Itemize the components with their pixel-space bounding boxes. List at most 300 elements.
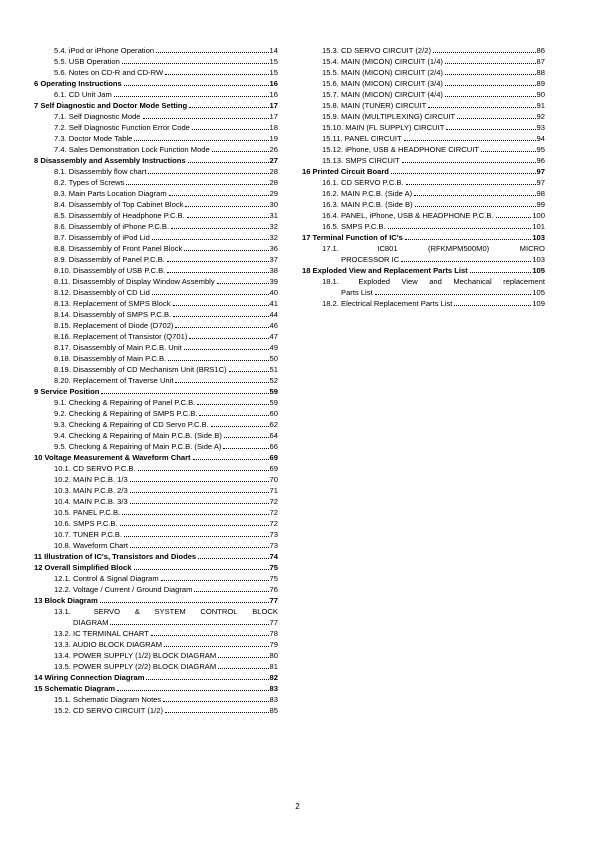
toc-entry-first-line [322,276,545,287]
toc-page-number: 28 [269,167,278,176]
toc-dot-leader [122,514,268,515]
toc-dot-leader [173,305,269,306]
toc-entry-word: IC801 [377,244,398,253]
toc-dot-leader [143,118,269,119]
toc-page-number: 60 [269,409,278,418]
toc-page-number: 98 [536,189,545,198]
toc-page-number: 18 [269,123,278,132]
toc-entry-title: 15.2. CD SERVO CIRCUIT (1/2) [54,706,164,715]
toc-entry-title: 8.14. Disassembly of SMPS P.C.B. [54,310,172,319]
toc-page-number: 59 [269,387,278,396]
toc-entry-title: 7 Self Diagnostic and Doctor Mode Setting [34,101,188,110]
toc-dot-leader [391,173,536,174]
toc-dot-leader [122,63,269,64]
toc-dot-leader [224,437,269,438]
toc-section-entry[interactable] [34,78,278,89]
toc-page-number: 93 [536,123,545,132]
toc-subsection-entry[interactable] [34,276,278,287]
toc-entry-number: 13.1. [54,607,71,616]
toc-page-number: 40 [269,288,278,297]
toc-subsection-entry[interactable] [34,573,278,584]
toc-entry-title: 11 Illustration of IC's, Transistors and Diodes [34,552,197,561]
toc-dot-leader [161,580,269,581]
toc-entry-title: 8.12. Disassembly of CD Lid [54,288,150,297]
toc-dot-leader [185,206,268,207]
toc-entry-title: 10.5. PANEL P.C.B. [54,508,121,517]
toc-subsection-entry[interactable] [34,375,278,386]
toc-dot-leader [124,536,268,537]
toc-entry-title: 16.1. CD SERVO P.C.B. [322,178,404,187]
toc-dot-leader [197,404,268,405]
toc-page-number: 69 [269,464,278,473]
toc-subsection-entry[interactable] [302,56,545,67]
toc-dot-leader [388,228,532,229]
toc-entry-continuation: Parts List [341,288,373,297]
toc-subsection-entry[interactable] [34,705,278,716]
toc-subsection-entry[interactable] [34,639,278,650]
toc-page-number: 81 [269,662,278,671]
toc-dot-leader [496,217,532,218]
toc-subsection-entry[interactable] [34,397,278,408]
toc-dot-leader [124,85,269,86]
toc-dot-leader [445,85,536,86]
toc-page-number: 89 [536,79,545,88]
toc-entry-title: 13.5. POWER SUPPLY (2/2) BLOCK DIAGRAM [54,662,217,671]
toc-subsection-entry[interactable] [34,529,278,540]
toc-dot-leader [414,195,535,196]
page-number: 2 [295,802,300,811]
toc-subsection-entry[interactable] [34,287,278,298]
toc-page-number: 72 [269,508,278,517]
toc-entry-title: 9.5. Checking & Repairing of Main P.C.B. (Side A) [54,442,222,451]
toc-section-entry[interactable] [302,232,545,243]
toc-entry-title: 15.5. MAIN (MICON) CIRCUIT (2/4) [322,68,443,77]
toc-dot-leader [100,602,269,603]
toc-dot-leader [184,250,268,251]
toc-subsection-entry[interactable] [34,188,278,199]
toc-entry-title: 6.1. CD Unit Jam [54,90,112,99]
toc-page-number: 73 [269,541,278,550]
toc-subsection-entry[interactable] [34,540,278,551]
toc-subsection-entry[interactable] [34,56,278,67]
toc-entry-title: 8.8. Disassembly of Front Panel Block [54,244,183,253]
toc-page-number: 15 [269,68,278,77]
toc-subsection-entry[interactable] [34,133,278,144]
toc-page-number: 70 [269,475,278,484]
toc-subsection-entry[interactable] [34,485,278,496]
toc-subsection-entry[interactable] [34,320,278,331]
toc-section-entry[interactable] [34,155,278,166]
toc-entry-title: 17 Terminal Function of IC's [302,233,403,242]
toc-subsection-entry[interactable] [34,166,278,177]
toc-entry-title: 9.1. Checking & Repairing of Panel P.C.B. [54,398,196,407]
toc-page-number: 47 [269,332,278,341]
toc-entry-title: 15.11. PANEL CIRCUIT [322,134,402,143]
toc-entry-title: 14 Wiring Connection Diagram [34,673,145,682]
toc-dot-leader [167,272,268,273]
toc-page-number: 99 [536,200,545,209]
toc-page-number: 30 [269,200,278,209]
toc-dot-leader [134,140,268,141]
toc-page-number: 27 [269,156,278,165]
toc-page-number: 17 [269,101,278,110]
toc-page-number: 64 [269,431,278,440]
toc-page-number: 74 [269,552,278,561]
toc-entry-title: 8.2. Types of Screws [54,178,125,187]
toc-entry-title: 8.6. Disassembly of iPhone P.C.B. [54,222,170,231]
toc-entry-title: 8.7. Disassembly of iPod Lid [54,233,150,242]
toc-entry-title: 9 Service Position [34,387,100,396]
toc-entry-first-line [54,606,278,617]
toc-subsection-entry[interactable] [34,122,278,133]
toc-subsection-entry[interactable] [302,78,545,89]
toc-dot-leader [130,481,269,482]
toc-page-number: 28 [269,178,278,187]
toc-subsection-entry[interactable] [34,419,278,430]
toc-page-number: 83 [269,695,278,704]
toc-entry-title: 10.4. MAIN P.C.B. 3/3 [54,497,128,506]
toc-dot-leader [101,393,268,394]
toc-page-number: 79 [269,640,278,649]
toc-entry-title: 10.3. MAIN P.C.B. 2/3 [54,486,128,495]
toc-entry-continuation: PROCESSOR IC [341,255,400,264]
toc-subsection-entry[interactable] [34,650,278,661]
toc-page-number: 41 [269,299,278,308]
toc-subsection-entry[interactable] [302,100,545,111]
toc-subsection-entry[interactable] [302,133,545,144]
toc-subsection-entry[interactable] [302,177,545,188]
toc-section-entry[interactable] [302,265,545,276]
toc-subsection-entry[interactable] [34,67,278,78]
toc-dot-leader [433,52,536,53]
toc-entry-title: 12 Overall Simplified Block [34,563,132,572]
toc-dot-leader [171,228,268,229]
toc-dot-leader [189,107,268,108]
toc-entry-title: 8.11. Disassembly of Display Window Assembly [54,277,215,286]
toc-subsection-entry[interactable] [302,67,545,78]
toc-entry-title: 13.4. POWER SUPPLY (1/2) BLOCK DIAGRAM [54,651,217,660]
toc-entry-word: View [401,277,418,286]
toc-subsection-entry[interactable] [302,221,545,232]
toc-subsection-entry[interactable] [34,221,278,232]
toc-dot-leader [406,184,536,185]
toc-subsection-entry[interactable] [34,364,278,375]
toc-page-number: 26 [269,145,278,154]
toc-dot-leader [192,129,269,130]
toc-entry-word: Exploded [358,277,390,286]
toc-entry-title: 15 Schematic Diagram [34,684,116,693]
toc-page-number: 73 [269,530,278,539]
toc-dot-leader [415,206,536,207]
toc-entry-title: 9.4. Checking & Repairing of Main P.C.B. (Side B) [54,431,222,440]
toc-page-number: 88 [536,68,545,77]
toc-page-number: 46 [269,321,278,330]
toc-entry-word: Mechanical [453,277,492,286]
toc-subsection-entry[interactable] [34,210,278,221]
toc-subsection-entry[interactable] [34,265,278,276]
toc-entry-title: 15.8. MAIN (TUNER) CIRCUIT [322,101,427,110]
toc-entry-title: 15.7. MAIN (MICON) CIRCUIT (4/4) [322,90,443,99]
toc-subsection-entry[interactable] [302,111,545,122]
toc-dot-leader [401,261,531,262]
toc-entry-title: 5.6. Notes on CD-R and CD-RW [54,68,164,77]
toc-entry-title: 15.4. MAIN (MICON) CIRCUIT (1/4) [322,57,443,66]
toc-subsection-entry[interactable] [34,89,278,100]
toc-section-entry[interactable] [34,672,278,683]
toc-entry-title: 10.7. TUNER P.C.B. [54,530,123,539]
toc-entry-title: 8.20. Replacement of Traverse Unit [54,376,174,385]
toc-dot-leader [169,195,269,196]
toc-dot-leader [164,646,269,647]
toc-dot-leader [188,162,269,163]
toc-page-number: 94 [536,134,545,143]
toc-entry-title: 8.13. Replacement of SMPS Block [54,299,171,308]
toc-entry-title: 12.2. Voltage / Current / Ground Diagram [54,585,193,594]
toc-page-number: 39 [269,277,278,286]
toc-entry-title: 8.19. Disassembly of CD Mechanism Unit (BRS1C) [54,365,227,374]
toc-subsection-entry[interactable] [34,342,278,353]
toc-page-number: 16 [269,79,278,88]
toc-page-number: 103 [532,233,545,242]
toc-section-entry[interactable] [34,100,278,111]
toc-entry-title: 8.10. Disassembly of USB P.C.B. [54,266,166,275]
toc-subsection-entry[interactable] [34,694,278,705]
toc-subsection-entry[interactable] [34,144,278,155]
toc-dot-leader [184,349,269,350]
toc-dot-leader [126,184,268,185]
toc-dot-leader [173,316,268,317]
toc-dot-leader [138,470,269,471]
toc-subsection-entry[interactable] [302,199,545,210]
toc-subsection-entry[interactable] [302,243,545,265]
toc-page-number: 15 [269,57,278,66]
toc-dot-leader [375,294,532,295]
toc-entry-title: 8.9. Disassembly of Panel P.C.B. [54,255,165,264]
toc-page-number: 105 [532,288,545,297]
toc-entry-title: 18 Exploded View and Replacement Parts List [302,266,468,275]
toc-entry-second-line [322,254,545,265]
toc-page-number: 100 [532,211,545,220]
toc-left-column [34,45,278,716]
toc-dot-leader [110,624,268,625]
toc-entry-title: 8.1. Disassembly flow chart [54,167,147,176]
toc-subsection-entry[interactable] [34,298,278,309]
toc-dot-leader [130,547,269,548]
toc-subsection-entry[interactable] [34,353,278,364]
toc-page-number: 85 [269,706,278,715]
toc-entry-word: and [429,277,442,286]
toc-entry-word: MICRO [519,244,545,253]
toc-entry-title: 8.18. Disassembly of Main P.C.B. [54,354,167,363]
toc-entry-title: 15.13. SMPS CIRCUIT [322,156,400,165]
toc-entry-title: 10.8. Waveform Chart [54,541,128,550]
toc-subsection-entry[interactable] [34,507,278,518]
toc-entry-first-line [322,243,545,254]
toc-entry-title: 7.1. Self Diagnostic Mode [54,112,141,121]
toc-entry-title: 8.3. Main Parts Location Diagram [54,189,167,198]
toc-subsection-entry[interactable] [34,518,278,529]
toc-entry-title: 16.5. SMPS P.C.B. [322,222,386,231]
toc-dot-leader [194,591,268,592]
toc-section-entry[interactable] [34,562,278,573]
toc-entry-number: 18.1. [322,277,339,286]
toc-page-number: 87 [536,57,545,66]
toc-dot-leader [404,140,536,141]
toc-subsection-entry[interactable] [34,309,278,320]
toc-entry-title: 10.2. MAIN P.C.B. 1/3 [54,475,128,484]
toc-section-entry[interactable] [34,551,278,562]
toc-dot-leader [120,525,269,526]
toc-subsection-entry[interactable] [34,331,278,342]
toc-dot-leader [402,162,536,163]
toc-page-number: 17 [269,112,278,121]
toc-subsection-entry[interactable] [34,232,278,243]
toc-dot-leader [175,327,268,328]
toc-dot-leader [146,679,268,680]
toc-entry-title: 8.15. Replacement of Diode (D702) [54,321,174,330]
toc-page-number: 51 [269,365,278,374]
toc-subsection-entry[interactable] [34,430,278,441]
toc-entry-title: 16.2. MAIN P.C.B. (Side A) [322,189,413,198]
toc-dot-leader [168,360,268,361]
toc-subsection-entry[interactable] [34,628,278,639]
toc-section-entry[interactable] [302,166,545,177]
toc-dot-leader [199,415,268,416]
toc-subsection-entry[interactable] [302,144,545,155]
toc-subsection-entry[interactable] [34,243,278,254]
toc-page-number: 101 [532,222,545,231]
toc-dot-leader [151,635,269,636]
toc-dot-leader [152,239,269,240]
toc-entry-title: 15.12. iPhone, USB & HEADPHONE CIRCUIT [322,145,479,154]
toc-page-number: 78 [269,629,278,638]
toc-subsection-entry[interactable] [302,210,545,221]
toc-entry-title: 9.3. Checking & Repairing of CD Servo P.C.B. [54,420,209,429]
toc-entry-title: 16.4. PANEL, iPhone, USB & HEADPHONE P.C.B. [322,211,494,220]
toc-subsection-entry[interactable] [34,606,278,628]
toc-dot-leader [167,261,269,262]
toc-subsection-entry[interactable] [34,111,278,122]
toc-subsection-entry[interactable] [302,89,545,100]
toc-section-entry[interactable] [34,452,278,463]
toc-page-number: 29 [269,189,278,198]
toc-page-number: 92 [536,112,545,121]
toc-dot-leader [405,239,532,240]
toc-subsection-entry[interactable] [34,463,278,474]
toc-entry-title: 5.4. iPod or iPhone Operation [54,46,155,55]
toc-dot-leader [165,712,269,713]
toc-dot-leader [470,272,532,273]
toc-entry-continuation: DIAGRAM [73,618,109,627]
toc-page-number: 37 [269,255,278,264]
toc-entry-word: (RFKMPM500M0) [428,244,490,253]
toc-page-number: 90 [536,90,545,99]
toc-page-number: 75 [269,574,278,583]
toc-dot-leader [217,283,269,284]
toc-entry-title: 8.17. Disassembly of Main P.C.B. Unit [54,343,182,352]
toc-page-number: 49 [269,343,278,352]
toc-entry-title: 15.3. CD SERVO CIRCUIT (2/2) [322,46,432,55]
toc-subsection-entry[interactable] [34,496,278,507]
toc-subsection-entry[interactable] [302,276,545,298]
toc-page-number: 80 [269,651,278,660]
toc-page-number: 19 [269,134,278,143]
toc-entry-title: 15.6. MAIN (MICON) CIRCUIT (3/4) [322,79,443,88]
toc-page-number: 31 [269,211,278,220]
toc-dot-leader [198,558,268,559]
toc-subsection-entry[interactable] [34,408,278,419]
toc-subsection-entry[interactable] [34,474,278,485]
toc-entry-word: SYSTEM [154,607,186,616]
toc-section-entry[interactable] [34,595,278,606]
toc-subsection-entry[interactable] [34,177,278,188]
toc-entry-title: 15.10. MAIN (FL SUPPLY) CIRCUIT [322,123,445,132]
toc-section-entry[interactable] [34,683,278,694]
toc-subsection-entry[interactable] [34,199,278,210]
toc-entry-title: 8.5. Disassembly of Headphone P.C.B. [54,211,185,220]
toc-subsection-entry[interactable] [34,254,278,265]
toc-page-number: 32 [269,222,278,231]
toc-subsection-entry[interactable] [302,122,545,133]
toc-section-entry[interactable] [34,386,278,397]
toc-entry-title: 7.2. Self Diagnostic Function Error Code [54,123,190,132]
toc-page-number: 96 [536,156,545,165]
toc-subsection-entry[interactable] [302,45,545,56]
toc-subsection-entry[interactable] [302,188,545,199]
toc-dot-leader [223,448,268,449]
toc-subsection-entry[interactable] [302,155,545,166]
toc-page-number: 109 [532,299,545,308]
toc-subsection-entry[interactable] [34,441,278,452]
toc-entry-title: 10 Voltage Measurement & Waveform Chart [34,453,191,462]
toc-page-number: 59 [269,398,278,407]
toc-dot-leader [130,503,269,504]
toc-entry-title: 7.4. Sales Demonstration Lock Function Mode [54,145,210,154]
toc-subsection-entry[interactable] [34,661,278,672]
toc-dot-leader [134,569,269,570]
toc-dot-leader [114,96,269,97]
toc-dot-leader [211,426,269,427]
toc-dot-leader [156,52,268,53]
toc-entry-word: CONTROL [200,607,238,616]
toc-right-column [302,45,545,309]
toc-entry-title: 18.2. Electrical Replacement Parts List [322,299,453,308]
toc-page-number: 16 [269,90,278,99]
toc-dot-leader [446,129,535,130]
toc-subsection-entry[interactable] [34,45,278,56]
toc-page-number: 95 [536,145,545,154]
toc-dot-leader [193,459,269,460]
toc-entry-title: 13.3. AUDIO BLOCK DIAGRAM [54,640,163,649]
toc-dot-leader [445,96,536,97]
toc-dot-leader [152,294,269,295]
toc-subsection-entry[interactable] [34,584,278,595]
toc-dot-leader [148,173,268,174]
toc-dot-leader [175,382,268,383]
toc-page-number: 14 [269,46,278,55]
toc-entry-title: 15.9. MAIN (MULTIPLEXING) CIRCUIT [322,112,456,121]
toc-dot-leader [457,118,535,119]
toc-page-number: 32 [269,233,278,242]
toc-entry-title: 6 Operating Instructions [34,79,122,88]
toc-subsection-entry[interactable] [302,298,545,309]
toc-entry-title: 13 Block Diagram [34,596,98,605]
toc-dot-leader [189,338,268,339]
toc-dot-leader [481,151,536,152]
toc-dot-leader [445,63,536,64]
toc-dot-leader [445,74,536,75]
toc-entry-title: 8 Disassembly and Assembly Instructions [34,156,186,165]
